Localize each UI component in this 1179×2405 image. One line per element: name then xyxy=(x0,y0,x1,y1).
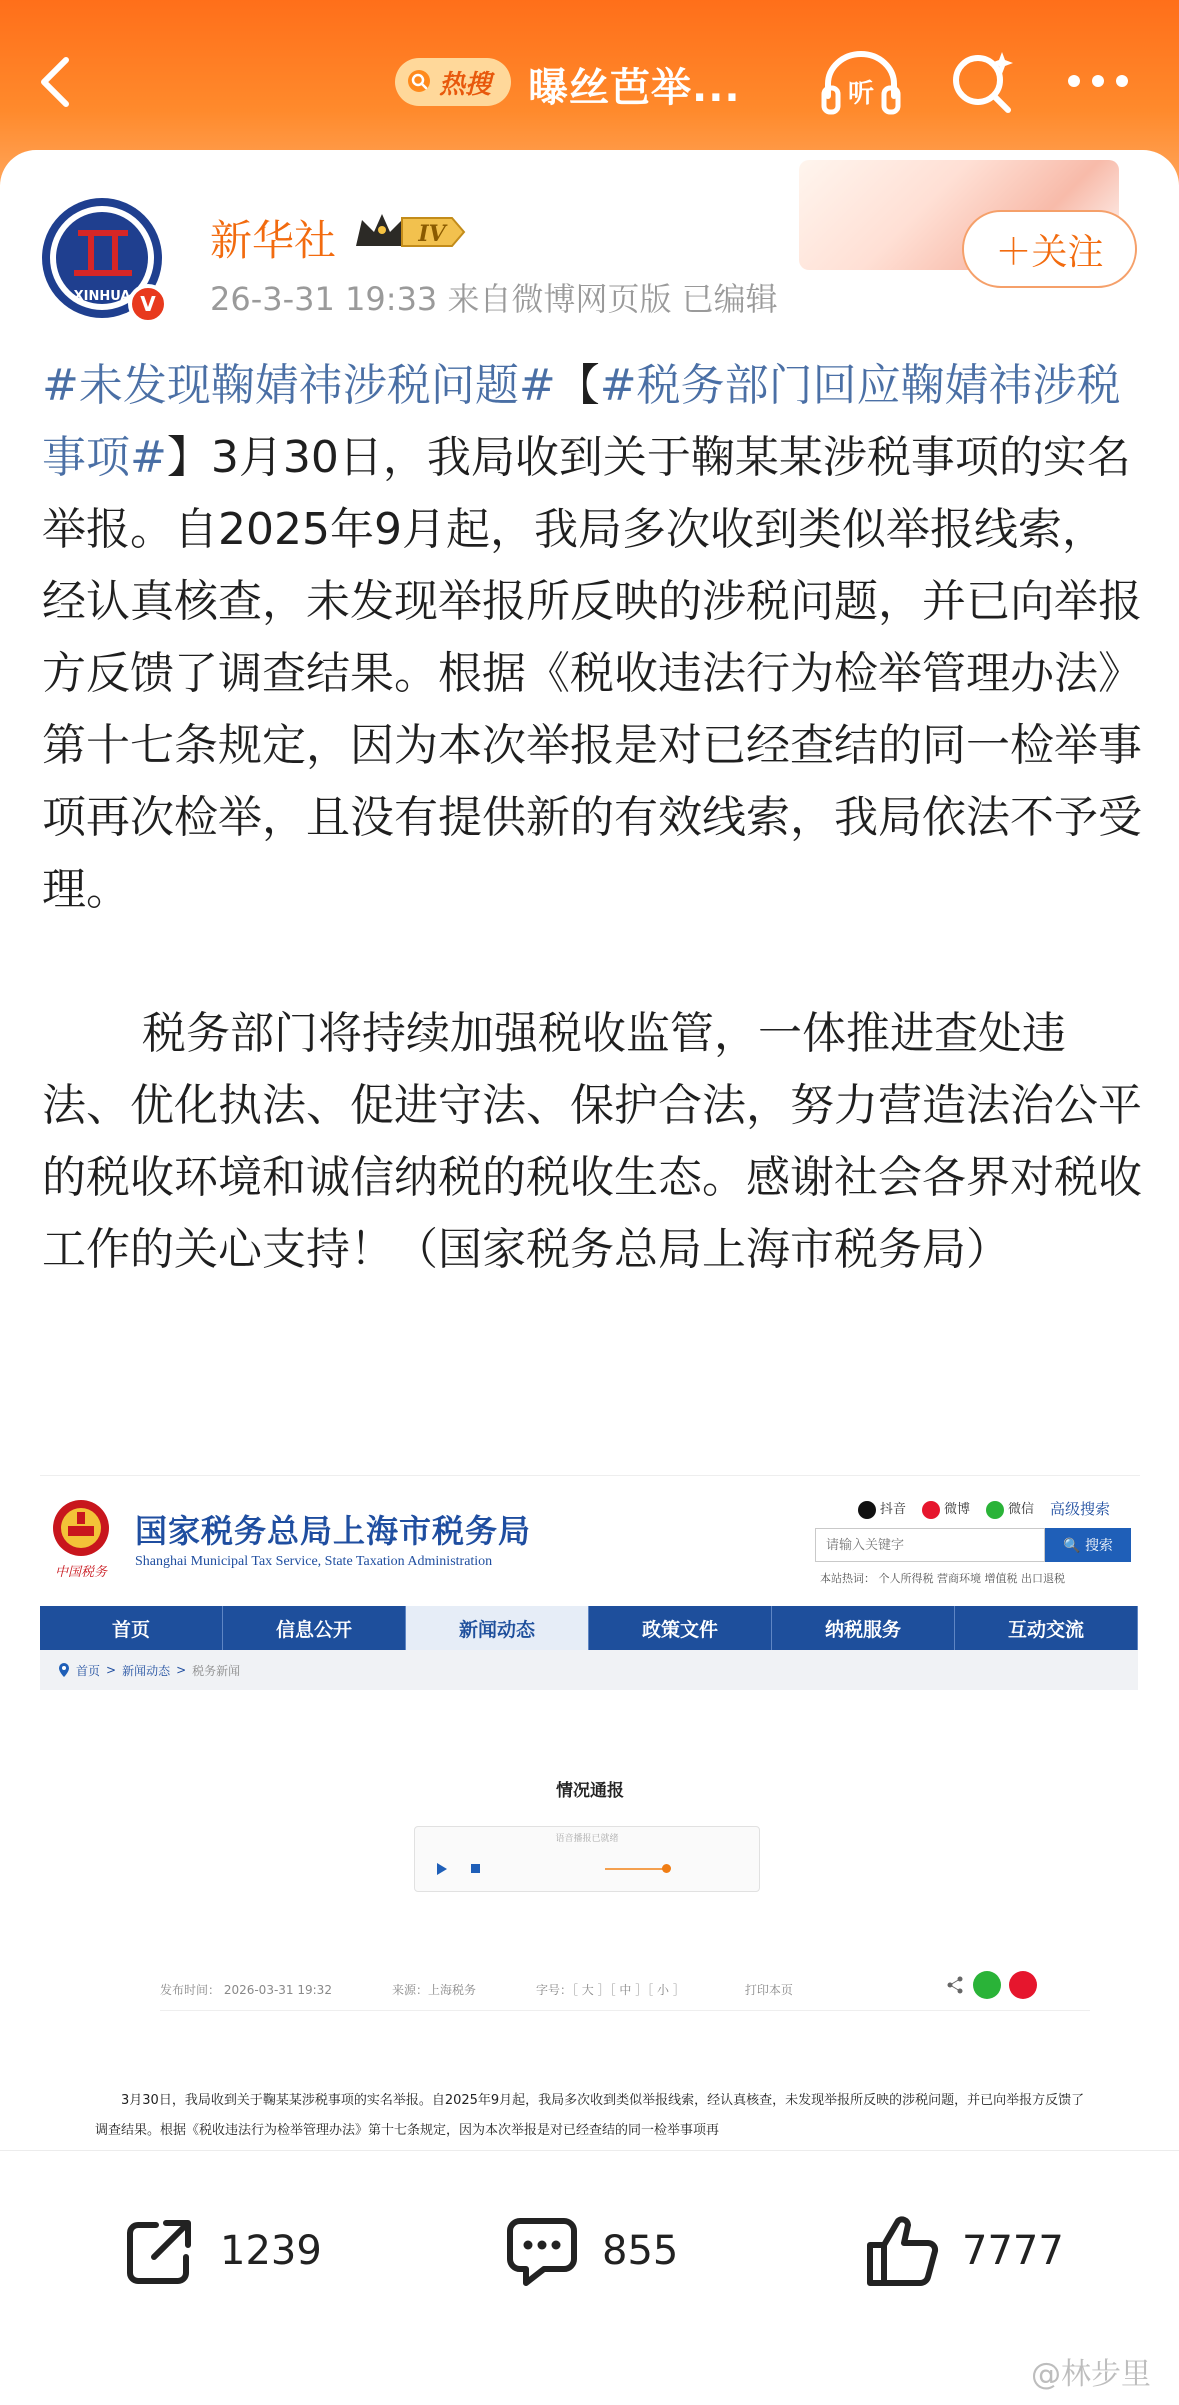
paragraph-text: 3月30日，我局收到关于鞠某某涉税事项的实名举报。自2025年9月起，我局多次收到类似举报线索，经认真核查，未发现举报所反映的涉税问题，并已向举报方反馈了调查结果。根据《税收违法行为检举管理办法》第十七条规定，因为本次举报是对已经查结的同一检举事项再次检举，且没有提供新的有效线索，我局依法不予受理。 xyxy=(42,432,1142,915)
svg-text:听: 听 xyxy=(847,79,875,109)
post-paragraph-2: 税务部门将持续加强税收监管，一体推进查处违法、优化执法、促进守法、保护合法，努力营造法治公平的税收环境和诚信纳税的税收生态。感谢社会各界对税收工作的关心支持！（国家税务总局上海市税务局） xyxy=(42,1008,1142,1275)
stop-icon xyxy=(471,1864,480,1873)
more-dot-icon xyxy=(1116,75,1128,87)
crown-icon xyxy=(352,208,472,256)
action-bar xyxy=(0,2150,1179,2405)
site-nav-item-active: 新闻动态 xyxy=(406,1606,589,1650)
site-search-bar xyxy=(815,1528,1131,1562)
bracket-close: 】 xyxy=(166,432,211,483)
social-links xyxy=(858,1498,1110,1519)
wechat-icon xyxy=(986,1501,1004,1519)
svg-text:XINHUA: XINHUA xyxy=(73,289,131,304)
site-nav-item: 互动交流 xyxy=(955,1606,1138,1650)
post-text xyxy=(42,350,1142,1286)
site-subtitle: Shanghai Municipal Tax Service, State Taxation Administration xyxy=(135,1554,493,1569)
hot-search-badge[interactable] xyxy=(395,58,511,106)
headphones-icon xyxy=(818,50,904,116)
wechat-share-icon xyxy=(973,1971,1001,1999)
advanced-search-link: 高级搜索 xyxy=(1050,1500,1111,1518)
svg-text:V: V xyxy=(140,292,156,316)
page-title: 曝丝芭举... xyxy=(528,65,741,111)
hot-words: 本站热词： 个人所得税 营商环境 增值税 出口退税 xyxy=(820,1572,1065,1585)
site-title: 国家税务总局上海市税务局 xyxy=(135,1512,532,1550)
more-dot-icon xyxy=(1068,75,1080,87)
more-button[interactable] xyxy=(1068,66,1140,96)
site-nav-item: 信息公开 xyxy=(223,1606,406,1650)
like-count: 7777 xyxy=(962,2228,1064,2274)
watermark: @林步里 xyxy=(1031,2357,1151,2392)
douyin-icon xyxy=(858,1501,876,1519)
avatar[interactable] xyxy=(40,196,170,326)
site-nav-item: 纳税服务 xyxy=(772,1606,955,1650)
back-button[interactable] xyxy=(28,52,88,112)
article-heading: 情况通报 xyxy=(556,1781,624,1801)
attached-image[interactable] xyxy=(40,1475,1140,2155)
thumbs-up-icon xyxy=(862,2211,942,2291)
site-search-input xyxy=(815,1528,1045,1562)
share-icons xyxy=(945,1971,1037,1999)
repost-count: 1239 xyxy=(220,2228,322,2274)
site-nav-item: 首页 xyxy=(40,1606,223,1650)
post-meta: 26-3-31 19:33 来自微博网页版 已编辑 xyxy=(210,280,778,318)
wechat-link: 微信 xyxy=(986,1498,1034,1519)
weibo-icon xyxy=(922,1501,940,1519)
xinhua-logo-icon xyxy=(40,196,170,326)
article-meta: 发布时间： 2026-03-31 19:32 来源：上海税务 字号：［ 大 ］［ 中 ］［ 小 ］ 打印本页 xyxy=(160,1981,1090,2011)
breadcrumb: 首页 > 新闻动态 > 税务新闻 xyxy=(40,1650,1138,1690)
vip-crown-badge[interactable] xyxy=(352,208,472,256)
like-button[interactable] xyxy=(862,2211,1064,2291)
location-pin-icon xyxy=(58,1663,70,1677)
repost-icon xyxy=(120,2211,200,2291)
comment-button[interactable] xyxy=(502,2211,678,2291)
post-paragraph-1 xyxy=(42,350,1142,926)
volume-slider xyxy=(605,1868,665,1870)
more-dot-icon xyxy=(1092,75,1104,87)
search-sparkle-icon xyxy=(948,48,1016,116)
audio-player xyxy=(414,1826,760,1892)
volume-knob xyxy=(662,1864,671,1873)
listen-button[interactable] xyxy=(818,50,904,116)
chevron-left-icon xyxy=(28,52,88,112)
search-button[interactable] xyxy=(948,48,1016,116)
topic-tag[interactable]: #税务部门回应鞠婧祎涉税事项# xyxy=(42,360,1121,483)
site-search-button: 🔍 搜索 xyxy=(1045,1528,1131,1562)
repost-button[interactable] xyxy=(120,2211,322,2291)
comment-icon xyxy=(502,2211,582,2291)
vip-level: IV xyxy=(418,221,446,247)
hot-search-label: 热搜 xyxy=(439,69,492,100)
follow-button[interactable]: ＋关注 xyxy=(962,210,1137,288)
bracket-open: 【 xyxy=(555,360,600,411)
site-nav xyxy=(40,1606,1138,1650)
search-icon xyxy=(405,67,435,97)
audio-caption: 语音播报已就绪 xyxy=(555,1834,619,1844)
share-icon xyxy=(945,1975,965,1995)
seal-text: 中国税务 xyxy=(54,1565,108,1580)
douyin-link: 抖音 xyxy=(858,1498,906,1519)
comment-count: 855 xyxy=(602,2228,679,2274)
site-nav-item: 政策文件 xyxy=(589,1606,772,1650)
tax-emblem-logo xyxy=(48,1496,114,1582)
topic-tag[interactable]: #未发现鞠婧祎涉税问题# xyxy=(42,360,556,411)
play-icon xyxy=(437,1863,447,1875)
weibo-share-icon xyxy=(1009,1971,1037,1999)
weibo-link: 微博 xyxy=(922,1498,970,1519)
article-body: 3月30日，我局收到关于鞠某某涉税事项的实名举报。自2025年9月起，我局多次收到类似举报线索，经认真核查，未发现举报所反映的涉税问题，并已向举报方反馈了调查结果。根据《税收违法行为检举管理办法》第十七条规定，因为本次举报是对已经查结的同一检举事项再 xyxy=(95,2093,1085,2138)
author-name[interactable]: 新华社 xyxy=(210,216,337,265)
